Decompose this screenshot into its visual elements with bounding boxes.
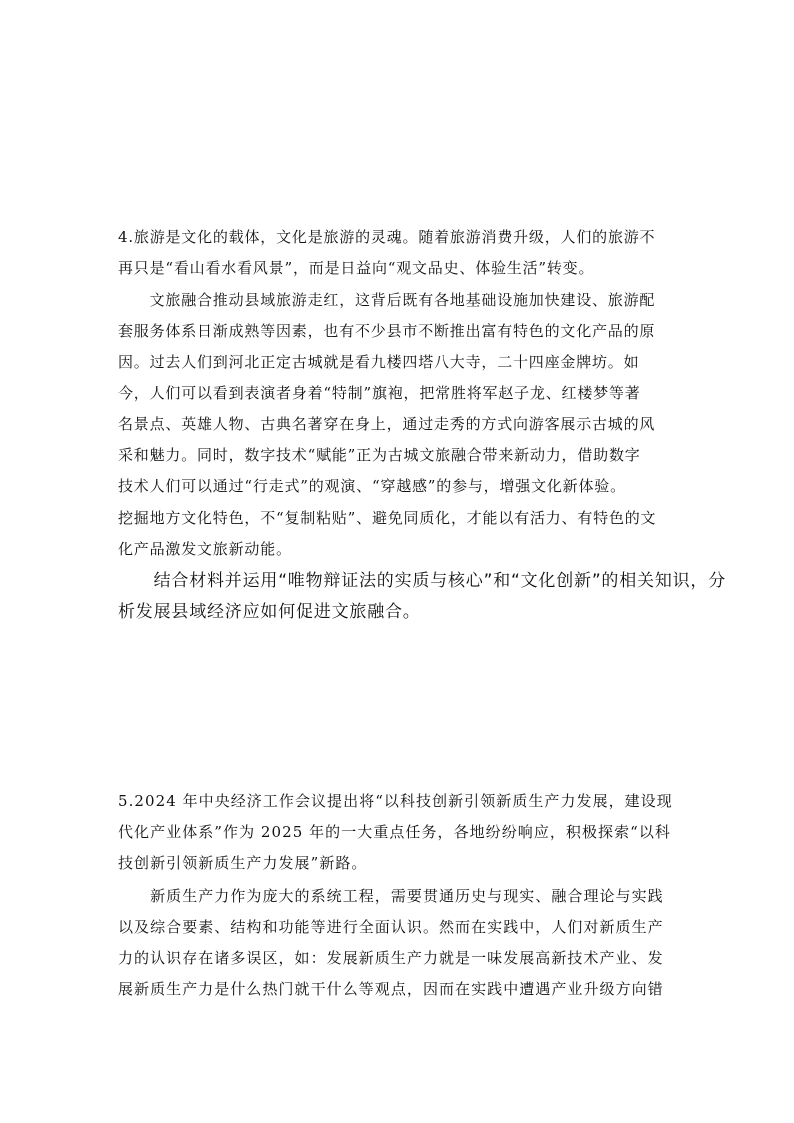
- q5-material-line-2: 以及综合要素、结构和功能等进行全面认识。然而在实践中，人们对新质生产: [118, 918, 664, 936]
- q4-material-line-3: 因。过去人们到河北正定古城就是看九楼四塔八大寺，二十四座金牌坊。如: [118, 353, 640, 371]
- q4-intro-line-2: 再只是“看山看水看风景”，而是日益向“观文品史、体验生活”转变。: [118, 259, 595, 277]
- q4-material-line-1: 文旅融合推动县域旅游走红，这背后既有各地基础设施加快建设、旅游配: [118, 291, 656, 309]
- q4-material-line-9: 化产品激发文旅新动能。: [118, 540, 292, 558]
- q4-material-line-8: 挖掘地方文化特色，不“复制粘贴”、避免同质化，才能以有活力、有特色的文: [118, 509, 657, 527]
- q5-material-line-4: 展新质生产力是什么热门就干什么等观点，因而在实践中遭遇产业升级方向错: [118, 980, 664, 998]
- q5-material-line-3: 力的认识存在诸多误区，如：发展新质生产力就是一味发展高新技术产业、发: [118, 949, 664, 967]
- q4-question-line-2: 析发展县域经济应如何促进文旅融合。: [118, 602, 421, 622]
- q4-question-line-1: 结合材料并运用“唯物辩证法的实质与核心”和“文化创新”的相关知识，分: [118, 571, 727, 591]
- q4-material-line-4: 今，人们可以看到表演者身着“特制”旗袍，把常胜将军赵子龙、红楼梦等著: [118, 384, 641, 402]
- q5-intro-line-3: 技创新引领新质生产力发展”新路。: [118, 854, 368, 872]
- q4-intro-line-1: 4.旅游是文化的载体，文化是旅游的灵魂。随着旅游消费升级，人们的旅游不: [118, 228, 656, 246]
- q4-material-line-2: 套服务体系日渐成熟等因素，也有不少县市不断推出富有特色的文化产品的原: [118, 322, 656, 340]
- q4-material-line-5: 名景点、英雄人物、古典名著穿在身上，通过走秀的方式向游客展示古城的风: [118, 415, 656, 433]
- q4-material-line-6: 采和魅力。同时，数字技术“赋能”正为古城文旅融合带来新动力，借助数字: [118, 446, 641, 464]
- q4-material-line-7: 技术人们可以通过“行走式”的观演、“穿越感”的参与，增强文化新体验。: [118, 477, 626, 495]
- q5-material-line-1: 新质生产力作为庞大的系统工程，需要贯通历史与现实、融合理论与实践: [118, 887, 664, 905]
- q5-intro-line-1: 5.2024 年中央经济工作会议提出将“以科技创新引领新质生产力发展，建设现: [118, 792, 673, 810]
- q5-intro-line-2: 代化产业体系”作为 2025 年的一大重点任务，各地纷纷响应，积极探索“以科: [118, 823, 671, 841]
